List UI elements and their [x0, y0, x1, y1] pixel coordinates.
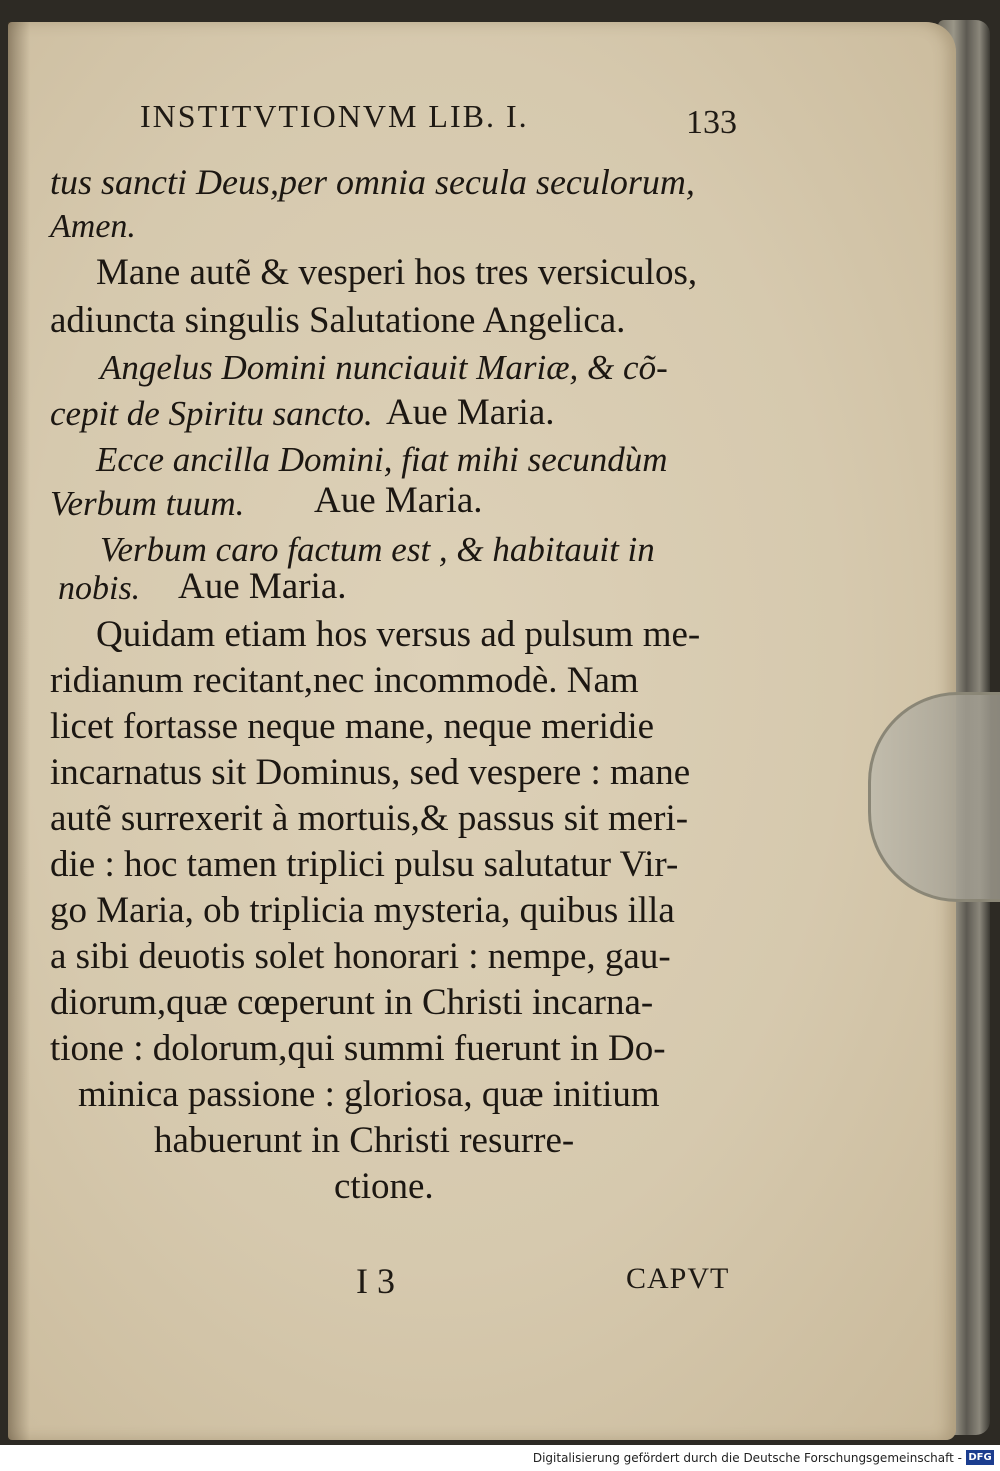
text-line: go Maria, ob triplicia mysteria, quibus illa [50, 890, 675, 931]
text-line: ridianum recitant,nec incommodè. Nam [50, 660, 639, 701]
text-line: habuerunt in Christi resurre- [154, 1120, 575, 1161]
text-line: diorum,quæ cœperunt in Christi incarna- [50, 982, 654, 1023]
text-line: adiuncta singulis Salutatione Angelica. [50, 300, 626, 341]
text-line: minica passione : gloriosa, quæ initium [78, 1074, 660, 1115]
text-line: Aue Maria. [178, 566, 347, 607]
text-line: die : hoc tamen triplici pulsu salutatur Vir- [50, 844, 679, 885]
running-title: INSTITVTIONVM LIB. I. [140, 98, 529, 134]
text-line: Mane autẽ & vesperi hos tres versiculos, [96, 252, 698, 293]
gutter-shadow [8, 22, 30, 1440]
catchword: CAPVT [626, 1262, 730, 1295]
text-line: Verbum tuum. [50, 484, 245, 523]
text-line: a sibi deuotis solet honorari : nempe, gau- [50, 936, 671, 977]
text-line: Aue Maria. [386, 392, 555, 433]
text-line: Ecce ancilla Domini, fiat mihi secundùm [96, 440, 668, 479]
dfg-logo-icon: DFG [966, 1450, 994, 1465]
text-line: licet fortasse neque mane, neque meridie [50, 706, 655, 747]
digitization-credit: Digitalisierung gefördert durch die Deutsche Forschungsgemeinschaft - [532, 1451, 962, 1465]
text-line: Verbum caro factum est , & habitauit in [100, 530, 655, 569]
text-line: cepit de Spiritu sancto. [50, 394, 373, 433]
signature-mark: I 3 [356, 1261, 395, 1301]
text-line: Aue Maria. [314, 480, 483, 521]
page-number: 133 [686, 104, 737, 141]
text-line: autẽ surrexerit à mortuis,& passus sit meri- [50, 798, 689, 839]
text-line: Quidam etiam hos versus ad pulsum me- [96, 614, 701, 655]
text-line: tione : dolorum,qui summi fuerunt in Do- [50, 1028, 666, 1069]
text-line: tus sancti Deus,per omnia secula seculorum, [50, 162, 695, 202]
text-line: Amen. [50, 208, 136, 245]
text-line: nobis. [58, 570, 141, 607]
text-line: ctione. [334, 1166, 434, 1207]
text-line: Angelus Domini nunciauit Mariæ, & cõ- [100, 348, 668, 387]
text-line: incarnatus sit Dominus, sed vespere : mane [50, 752, 691, 793]
